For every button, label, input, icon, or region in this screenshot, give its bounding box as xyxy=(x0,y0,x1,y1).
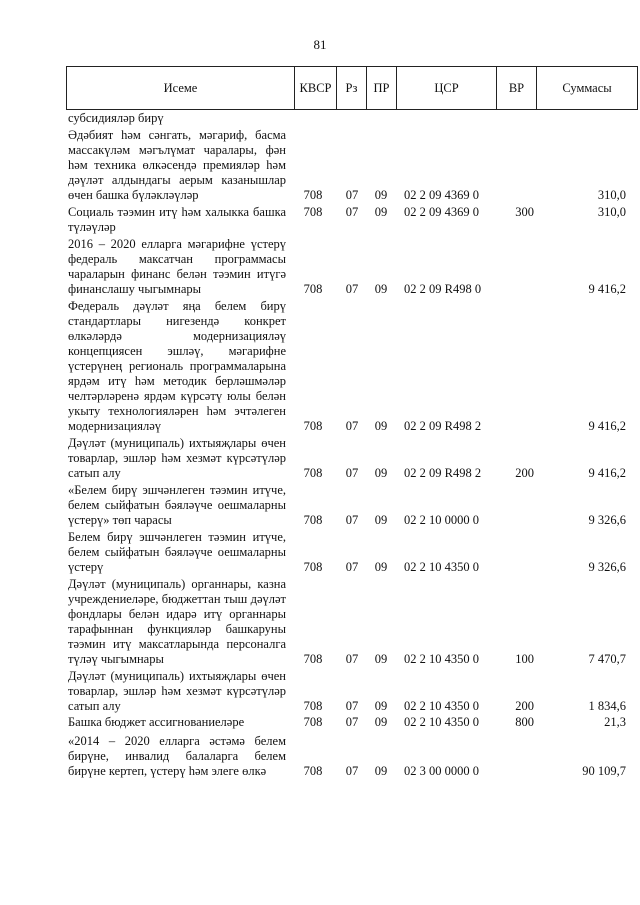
row-rz: 07 xyxy=(345,699,359,713)
row-csr: 02 2 09 4369 0 xyxy=(404,205,479,219)
row-sum: 90 109,7 xyxy=(582,764,626,778)
page-number: 81 xyxy=(313,37,327,52)
row-csr: 02 2 10 0000 0 xyxy=(404,513,479,527)
row-kvsr: 708 xyxy=(303,188,323,202)
table-row xyxy=(66,669,638,714)
row-name: субсидияләр бирү xyxy=(68,111,164,125)
row-kvsr: 708 xyxy=(303,715,323,729)
row-kvsr: 708 xyxy=(303,205,323,219)
row-csr: 02 2 09 R498 0 xyxy=(404,282,482,296)
row-name: Әдәбият һәм сәнгать, мәгариф, басма массакүләм мәгълүмат чаралары, фән һәм техника өлкәсендә премияләр һәм дәүләт алдындагы аерым казанышлар өчен башка бүләкләүләр xyxy=(68,128,286,202)
row-pr: 09 xyxy=(374,652,388,666)
row-rz: 07 xyxy=(345,205,359,219)
row-rz: 07 xyxy=(345,560,359,574)
row-csr: 02 2 10 4350 0 xyxy=(404,715,479,729)
row-name: «Белем бирү эшчәнлеген тәэмин итүче, белем сыйфатын бәяләүче оешмаларны үстерү» төп чарасы xyxy=(68,483,286,527)
row-name: «2014 – 2020 елларга әстәмә белем бирүне, инвалид балаларга белем бирүне кертеп, үстерү һәм элеге өлкә xyxy=(68,734,286,778)
row-pr: 09 xyxy=(374,699,388,713)
row-pr: 09 xyxy=(374,205,388,219)
row-sum: 9 326,6 xyxy=(588,560,626,574)
row-csr: 02 2 09 4369 0 xyxy=(404,188,479,202)
row-kvsr: 708 xyxy=(303,560,323,574)
row-sum: 9 416,2 xyxy=(588,282,626,296)
row-rz: 07 xyxy=(345,419,359,433)
row-sum: 9 416,2 xyxy=(588,419,626,433)
header-kvsr: КВСР xyxy=(295,67,337,109)
row-kvsr: 708 xyxy=(303,419,323,433)
row-sum: 310,0 xyxy=(597,188,626,202)
table-header xyxy=(66,66,638,110)
table-row xyxy=(66,715,638,730)
table-row xyxy=(66,734,638,779)
row-pr: 09 xyxy=(374,513,388,527)
header-rz: Рз xyxy=(337,67,367,109)
header-csr: ЦСР xyxy=(397,67,497,109)
row-rz: 07 xyxy=(345,282,359,296)
row-sum: 9 416,2 xyxy=(588,466,626,480)
row-kvsr: 708 xyxy=(303,652,323,666)
table-row xyxy=(66,299,638,434)
table-row xyxy=(66,111,638,126)
row-csr: 02 2 09 R498 2 xyxy=(404,419,482,433)
row-pr: 09 xyxy=(374,715,388,729)
row-csr: 02 2 09 R498 2 xyxy=(404,466,482,480)
row-name: 2016 – 2020 елларга мәгарифне үстерү федераль максатчан программасы чараларын финанс белән тәэмин итүгә финанслашу чыгымнары xyxy=(68,237,286,296)
row-vr: 200 xyxy=(515,699,534,713)
row-rz: 07 xyxy=(345,466,359,480)
row-pr: 09 xyxy=(374,188,388,202)
row-pr: 09 xyxy=(374,466,388,480)
row-name: Федераль дәүләт яңа белем бирү стандартлары нигезендә конкрет өлкәләрдә модернизацияләү концепциясен эшләү, мәгарифне үстерүнең региональ программаларына ярдәм итү һәм методик берләшмәләр челтәрләренә ярдәм күрсәтү юлы белән укыту технологияләрен һәм эчтәлеген модернизацияләү xyxy=(68,299,286,433)
row-kvsr: 708 xyxy=(303,513,323,527)
row-csr: 02 2 10 4350 0 xyxy=(404,560,479,574)
row-rz: 07 xyxy=(345,513,359,527)
row-name: Социаль тәэмин итү һәм халыкка башка түләүләр xyxy=(68,205,286,234)
row-pr: 09 xyxy=(374,560,388,574)
header-pr: ПР xyxy=(367,67,397,109)
table-row xyxy=(66,530,638,575)
row-vr: 200 xyxy=(515,466,534,480)
header-vr: ВР xyxy=(497,67,537,109)
row-sum: 9 326,6 xyxy=(588,513,626,527)
row-rz: 07 xyxy=(345,764,359,778)
table-row xyxy=(66,237,638,297)
row-csr: 02 3 00 0000 0 xyxy=(404,764,479,778)
row-pr: 09 xyxy=(374,419,388,433)
header-sum: Суммасы xyxy=(562,80,612,95)
row-vr: 800 xyxy=(515,715,534,729)
row-name: Башка бюджет ассигнованиеләре xyxy=(68,715,245,729)
row-name: Дәүләт (муниципаль) ихтыяҗлары өчен товарлар, эшләр һәм хезмәт күрсәтүләр сатып алу xyxy=(68,436,286,480)
table-row xyxy=(66,577,638,667)
table-row xyxy=(66,205,638,235)
table-body xyxy=(66,110,638,779)
row-kvsr: 708 xyxy=(303,466,323,480)
row-kvsr: 708 xyxy=(303,764,323,778)
header-name: Исеме xyxy=(67,67,295,109)
table-row xyxy=(66,483,638,528)
row-name: Белем бирү эшчәнлеген тәэмин итүче, белем сыйфатын бәяләүче оешмаларны үстерү xyxy=(68,530,286,574)
row-name: Дәүләт (муниципаль) органнары, казна учреждениеләре, бюджеттан тыш дәүләт фондлары белән идарә итү органнары тарафыннан функцияләр башкаруны тәэмин итү максатларында персоналга түләү чыгымнары xyxy=(68,577,286,666)
row-csr: 02 2 10 4350 0 xyxy=(404,652,479,666)
row-pr: 09 xyxy=(374,282,388,296)
row-sum: 310,0 xyxy=(597,205,626,219)
row-vr: 300 xyxy=(515,205,534,219)
row-rz: 07 xyxy=(345,715,359,729)
row-sum: 21,3 xyxy=(604,715,626,729)
row-vr: 100 xyxy=(515,652,534,666)
table-row xyxy=(66,436,638,481)
row-pr: 09 xyxy=(374,764,388,778)
table-row xyxy=(66,128,638,203)
row-name: Дәүләт (муниципаль) ихтыяҗлары өчен товарлар, эшләр һәм хезмәт күрсәтүләр сатып алу xyxy=(68,669,286,713)
row-rz: 07 xyxy=(345,188,359,202)
row-sum: 7 470,7 xyxy=(588,652,626,666)
row-kvsr: 708 xyxy=(303,699,323,713)
row-sum: 1 834,6 xyxy=(588,699,626,713)
row-rz: 07 xyxy=(345,652,359,666)
row-csr: 02 2 10 4350 0 xyxy=(404,699,479,713)
row-kvsr: 708 xyxy=(303,282,323,296)
